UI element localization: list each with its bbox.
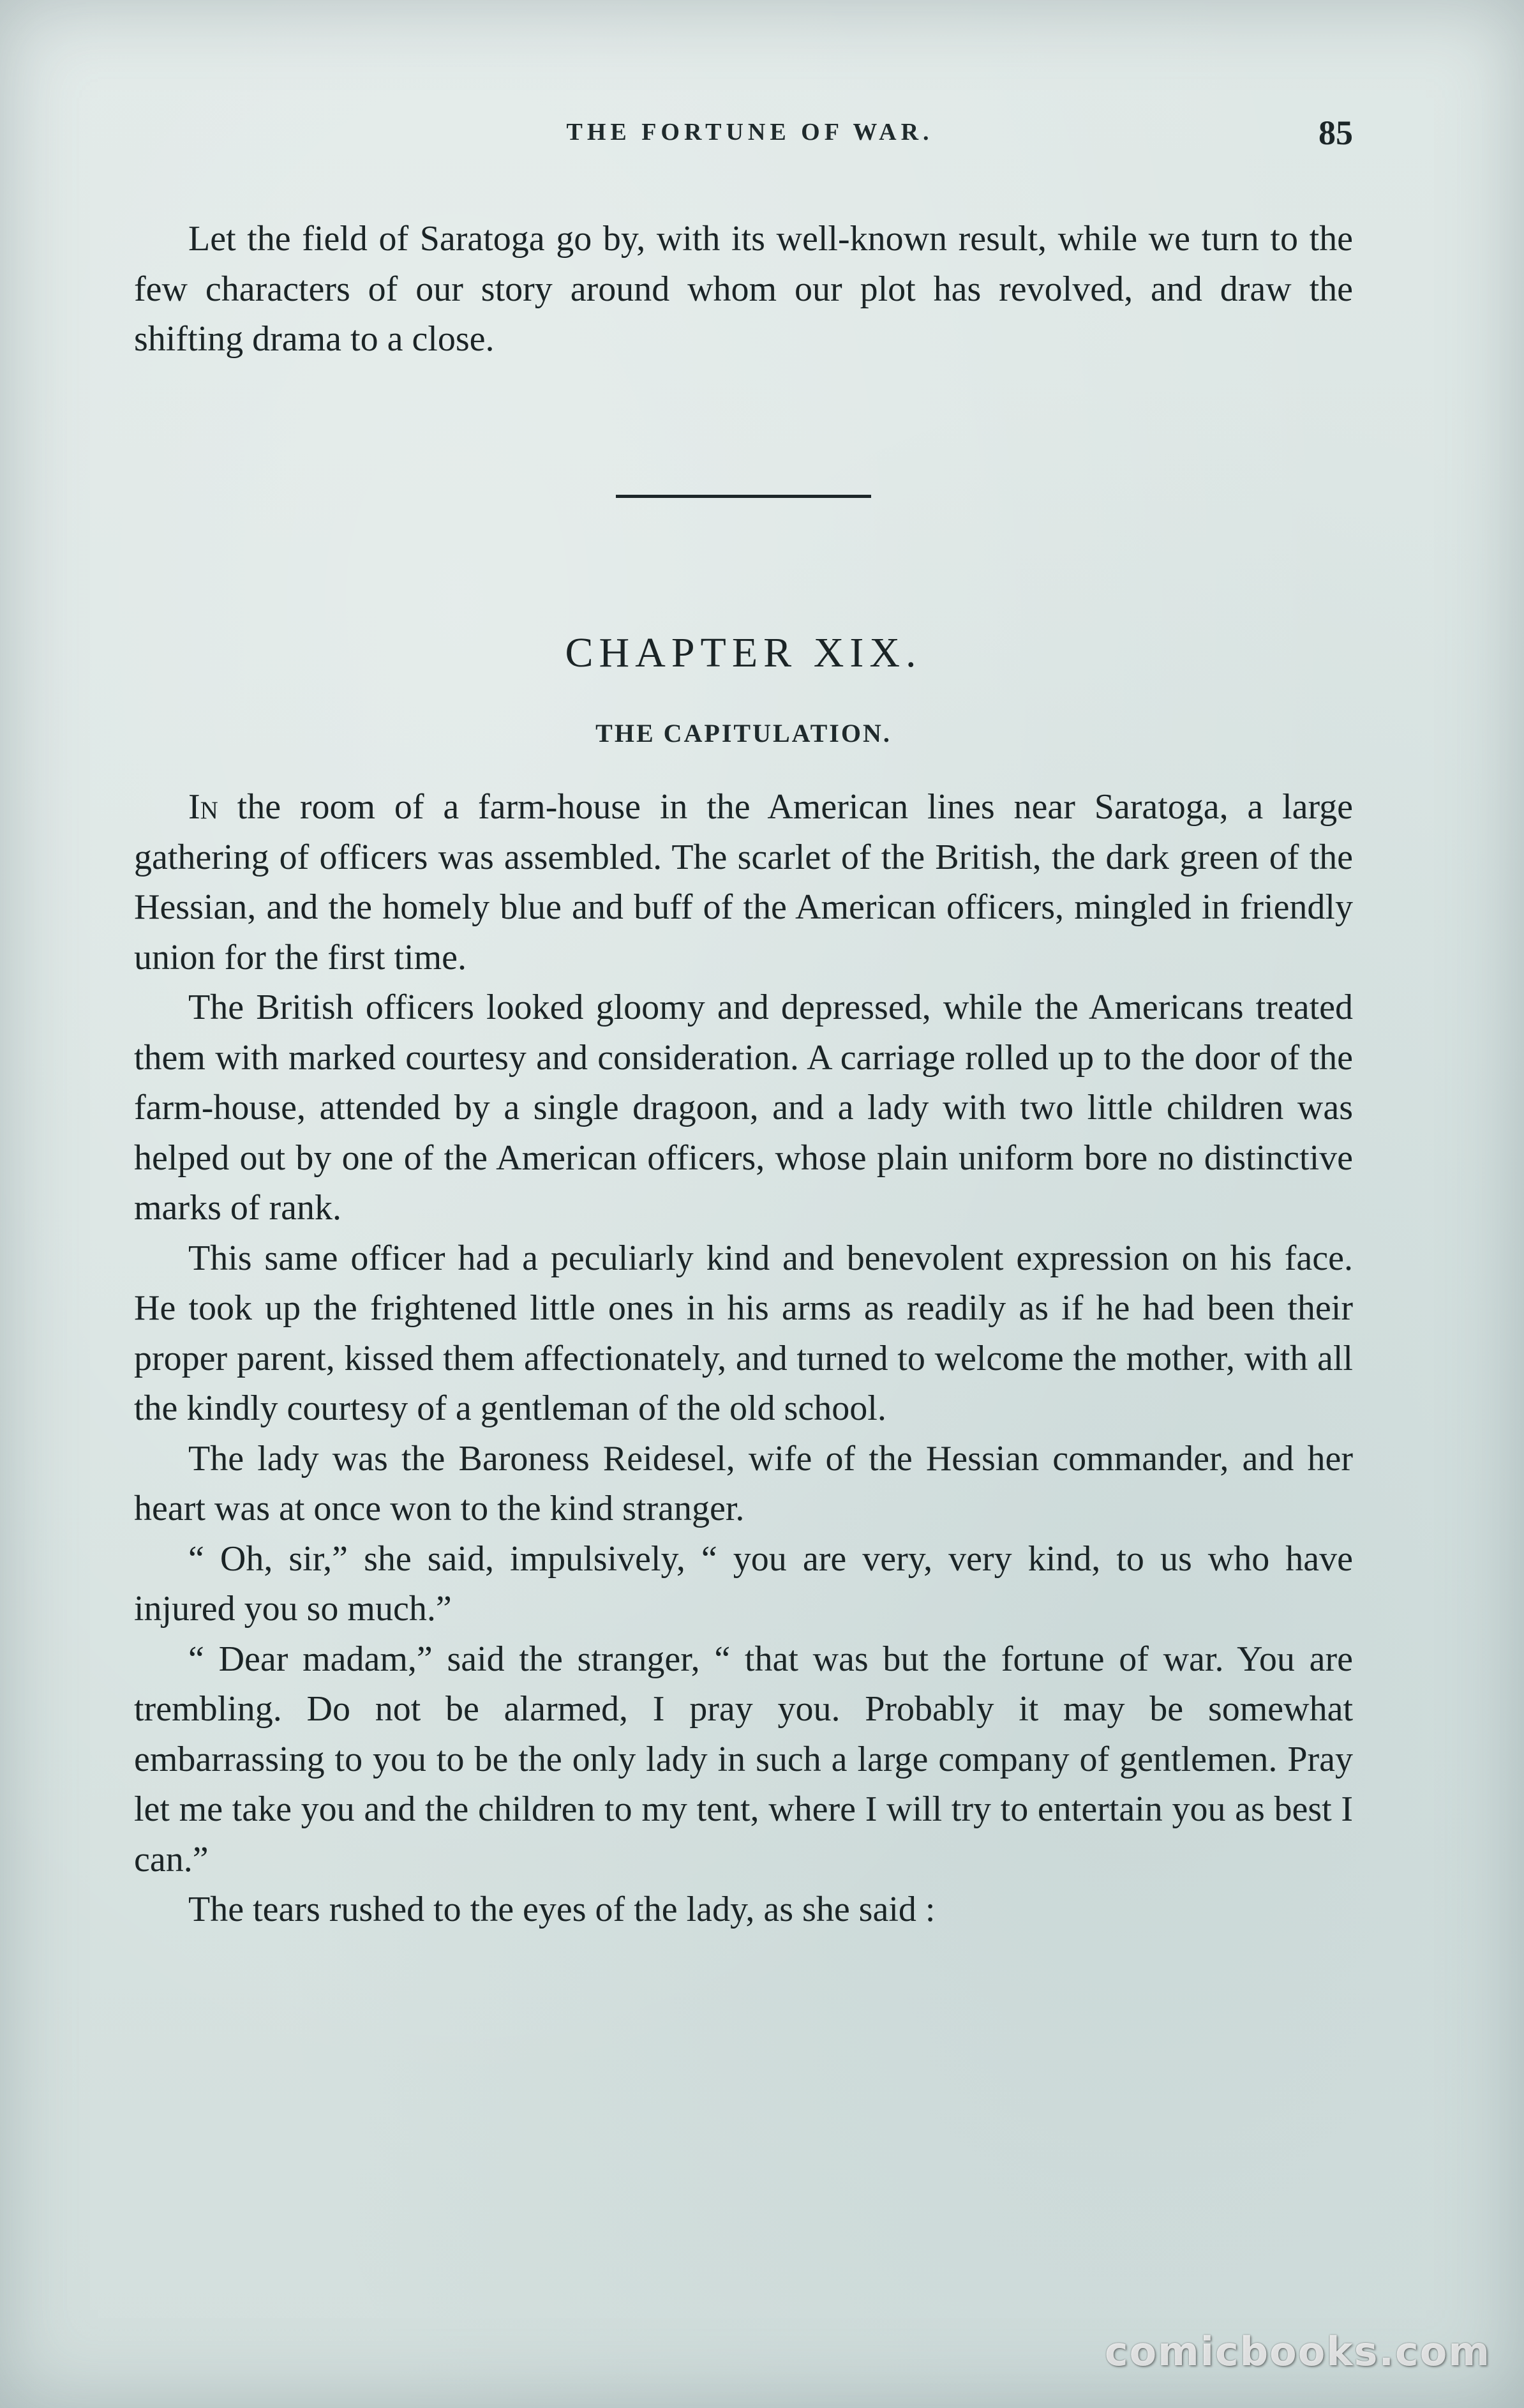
paragraph-text: The tears rushed to the eyes of the lady, as she said :	[188, 1890, 936, 1929]
paragraph	[134, 1434, 1353, 1534]
paragraph-text: “ Dear madam,” said the stranger, “ that was but the fortune of war. You are trembling. Do not be alarmed, I pray you. Probably it may be somewhat embarrassing to you to be the only lady in such a large company of gentlemen. Pray let me take you and the children to my tent, where I will try to entertain you as best I can.”	[134, 1639, 1353, 1879]
running-title: THE FORTUNE OF WAR.	[566, 119, 934, 146]
chapter-body	[134, 782, 1353, 1935]
paragraph	[134, 1634, 1353, 1885]
paragraph-text: The lady was the Baroness Reidesel, wife of the Hessian commander, and her heart was at once won to the kind stranger.	[134, 1438, 1353, 1528]
paragraph	[134, 982, 1353, 1233]
running-head	[147, 114, 1353, 156]
paragraph-text: “ Oh, sir,” she said, impulsively, “ you are very, very kind, to us who have injured you so much.”	[134, 1539, 1353, 1629]
paragraph	[134, 1534, 1353, 1634]
paragraph-text: This same officer had a peculiarly kind and benevolent expression on his face. He took up the frightened little ones in his arms as readily as if he had been their proper parent, kissed them affectionately, and turned to welcome the mother, with all the kindly courtesy of a gentleman of the old school.	[134, 1238, 1353, 1428]
intro-paragraph: Let the field of Saratoga go by, with its well-known result, while we turn to the few characters of our story around whom our plot has revolved, and draw the shifting drama to a close.	[134, 219, 1353, 359]
section-rule	[616, 495, 871, 498]
paragraph-text: The British officers looked gloomy and depressed, while the Americans treated them with marked courtesy and consideration. A carriage rolled up to the door of the farm-house, attended by a single dragoon, and a lady with two little children was helped out by one of the American officers, whose plain uniform bore no distinctive marks of rank.	[134, 988, 1353, 1228]
chapter-title: CHAPTER XIX.	[565, 629, 922, 676]
paragraph-text: the room of a farm-house in the American lines near Saratoga, a large gathering of officers was assembled. The scarlet of the British, the dark green of the Hessian, and the homely blue and buff of the American officers, mingled in friendly union for the first time.	[134, 787, 1353, 977]
page-number: 85	[1319, 114, 1353, 152]
intro-text	[134, 214, 1353, 365]
watermark: comicbooks.com	[1104, 2328, 1491, 2375]
chapter-subtitle: THE CAPITULATION.	[595, 719, 892, 748]
paragraph	[134, 1233, 1353, 1434]
paragraph	[134, 1885, 1353, 1935]
paragraph-lead: In	[188, 787, 218, 827]
paragraph	[134, 782, 1353, 982]
